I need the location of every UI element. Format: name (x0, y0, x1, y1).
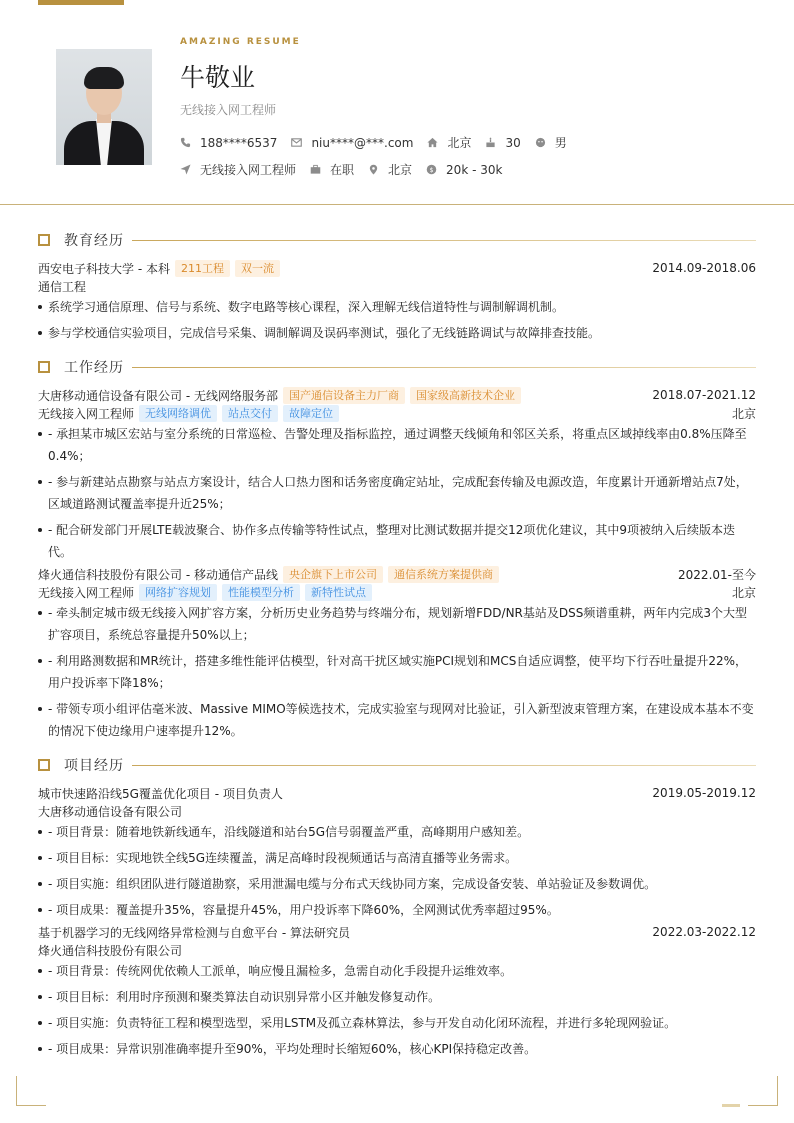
project-bullets (38, 960, 756, 1060)
job-date: 2022.01-至今 (678, 567, 756, 582)
project-heading (38, 754, 756, 776)
project-org-row (38, 802, 756, 820)
major-name: 通信工程 (38, 279, 87, 294)
company-name: 烽火通信科技股份有限公司 - 移动通信产品线 (38, 567, 278, 582)
work-status-text: 在职 (330, 163, 355, 177)
gender-text: 男 (554, 136, 567, 150)
school-name: 西安电子科技大学 - 本科 (38, 261, 170, 276)
job-entry (38, 386, 756, 563)
list-item: - 项目实施：负责特征工程和模型选型，采用LSTM及孤立森林算法，参与开发自动化闭环流程，并进行多轮现网验证。 (38, 1012, 756, 1034)
project-bullets (38, 821, 756, 921)
list-item: - 参与新建站点勘察与站点方案设计，结合人口热力图和话务密度确定站址，完成配套传输及电源改造，年度累计开通新增站点7处，区域道路测试覆盖率提升近25%； (38, 471, 756, 515)
section-square-icon (38, 234, 50, 246)
education-bullets (38, 296, 756, 344)
job-entry (38, 565, 756, 742)
education-title: 教育经历 (64, 233, 124, 249)
list-item: - 项目实施：组织团队进行隧道勘察，采用泄漏电缆与分布式天线协同方案，完成设备安装、单站验证及参数调优。 (38, 873, 756, 895)
resume-body (38, 229, 756, 1072)
gender-icon (535, 137, 546, 148)
education-entry (38, 259, 756, 344)
company-tag: 通信系统方案提供商 (388, 566, 499, 583)
education-section (38, 229, 756, 344)
cake-icon (485, 137, 496, 148)
phone-info (180, 136, 277, 150)
project-section (38, 754, 756, 1060)
mail-icon (291, 137, 302, 148)
briefcase-icon (310, 164, 321, 175)
gender-info (535, 134, 567, 151)
project-name-row (38, 784, 756, 802)
section-rule (132, 367, 756, 368)
list-item: - 项目成果：异常识别准确率提升至90%，平均处理时长缩短60%，核心KPI保持稳定改善。 (38, 1038, 756, 1060)
company-name: 大唐移动通信设备有限公司 - 无线网络服务部 (38, 388, 278, 403)
age-text: 30 (505, 135, 521, 150)
list-item: - 项目成果：覆盖提升35%，容量提升45%，用户投诉率下降60%，全网测试优秀率超过95%。 (38, 899, 756, 921)
contact-info-row (180, 134, 581, 151)
project-name: 城市快速路沿线5G覆盖优化项目 - 项目负责人 (38, 786, 283, 801)
salary-text: 20k - 30k (446, 162, 503, 177)
job-position: 无线接入网工程师 (38, 585, 135, 600)
phone-text: 188****6537 (200, 135, 278, 150)
education-heading (38, 229, 756, 251)
section-square-icon (38, 361, 50, 373)
education-major-row (38, 277, 756, 295)
company-tag: 央企旗下上市公司 (283, 566, 383, 583)
education-date: 2014.09-2018.06 (652, 261, 756, 275)
job-intent-row (180, 161, 516, 178)
list-item: - 承担某市城区宏站与室分系统的日常巡检、告警处理及指标监控，通过调整天线倾角和邻区关系，将重点区域掉线率由0.8%压降至0.4%； (38, 423, 756, 467)
company-tag: 国家级高新技术企业 (410, 387, 521, 404)
list-item: - 配合研发部门开展LTE载波聚合、协作多点传输等特性试点，整理对比测试数据并提交12项优化建议，其中9项被纳入后续版本迭代。 (38, 519, 756, 563)
list-item: - 项目背景：随着地铁新线通车，沿线隧道和站台5G信号弱覆盖严重，高峰期用户感知差。 (38, 821, 756, 843)
bottom-accent-dash (722, 1104, 740, 1107)
list-item: - 带领专项小组评估毫米波、Massive MIMO等候选技术，完成实验室与现网对比验证，引入新型波束管理方案，在建设成本基本不变的情况下使边缘用户速率提升12%。 (38, 698, 756, 742)
photo-hair (84, 67, 124, 89)
section-square-icon (38, 759, 50, 771)
job-city: 北京 (731, 585, 756, 600)
candidate-job-title: 无线接入网工程师 (180, 103, 277, 117)
age-info (485, 136, 520, 150)
intent-city-text: 北京 (388, 163, 413, 177)
hometown-text: 北京 (447, 136, 472, 150)
project-name-row (38, 923, 756, 941)
project-entry (38, 784, 756, 921)
project-org: 烽火通信科技股份有限公司 (38, 943, 183, 958)
work-status-info (310, 161, 354, 178)
job-company-row (38, 386, 756, 404)
work-section (38, 356, 756, 742)
job-bullets (38, 602, 756, 742)
candidate-name: 牛敬业 (180, 63, 256, 92)
section-rule (132, 240, 756, 241)
work-heading (38, 356, 756, 378)
skill-tag: 无线网络调优 (139, 405, 217, 422)
job-position-row (38, 404, 756, 422)
profile-photo (56, 49, 152, 165)
list-item: - 牵头制定城市级无线接入网扩容方案，分析历史业务趋势与终端分布，规划新增FDD/NR基站及DSS频谱重耕，两年内完成3个大型扩容项目，系统总容量提升50%以上； (38, 602, 756, 646)
send-icon (180, 164, 191, 175)
top-accent-bar (38, 0, 124, 5)
list-item: - 项目目标：实现地铁全线5G连续覆盖，满足高峰时段视频通话与高清直播等业务需求。 (38, 847, 756, 869)
phone-icon (180, 137, 191, 148)
hometown-info (427, 134, 471, 151)
salary-icon (426, 164, 437, 175)
project-title: 项目经历 (64, 758, 124, 774)
job-city: 北京 (731, 406, 756, 421)
company-tag: 国产通信设备主力厂商 (283, 387, 405, 404)
education-school-row (38, 259, 756, 277)
list-item: - 利用路测数据和MR统计，搭建多维性能评估模型，针对高干扰区域实施PCI规划和MCS自适应调整，使平均下行吞吐量提升22%，用户投诉率下降18%； (38, 650, 756, 694)
list-item: 参与学校通信实验项目，完成信号采集、调制解调及误码率测试，强化了无线链路调试与故障排查技能。 (38, 322, 756, 344)
project-date: 2019.05-2019.12 (652, 786, 756, 800)
job-position: 无线接入网工程师 (38, 406, 135, 421)
resume-tagline: AMAZING RESUME (180, 37, 301, 47)
location-icon (368, 164, 379, 175)
skill-tag: 性能模型分析 (222, 584, 300, 601)
email-info (291, 136, 413, 150)
bottom-left-corner-ornament (16, 1076, 46, 1106)
school-tag: 211工程 (175, 260, 230, 277)
work-title: 工作经历 (64, 360, 124, 376)
salary-info (426, 163, 502, 177)
email-text: niu****@***.com (311, 135, 414, 150)
project-org-row (38, 941, 756, 959)
job-bullets (38, 423, 756, 563)
job-position-row (38, 583, 756, 601)
skill-tag: 故障定位 (283, 405, 339, 422)
skill-tag: 站点交付 (222, 405, 278, 422)
svg-text:$: $ (429, 165, 434, 174)
intent-city-info (368, 161, 412, 178)
section-rule (132, 765, 756, 766)
home-icon (427, 137, 438, 148)
school-tag: 双一流 (235, 260, 280, 277)
project-entry (38, 923, 756, 1060)
job-date: 2018.07-2021.12 (652, 388, 756, 402)
skill-tag: 网络扩容规划 (139, 584, 217, 601)
header-divider (0, 204, 794, 205)
list-item: - 项目背景：传统网优依赖人工派单，响应慢且漏检多，急需自动化手段提升运维效率。 (38, 960, 756, 982)
job-company-row (38, 565, 756, 583)
project-date: 2022.03-2022.12 (652, 925, 756, 939)
bottom-right-corner-ornament (748, 1076, 778, 1106)
project-name: 基于机器学习的无线网络异常检测与自愈平台 - 算法研究员 (38, 925, 350, 940)
intent-position-text: 无线接入网工程师 (200, 163, 297, 177)
project-org: 大唐移动通信设备有限公司 (38, 804, 183, 819)
list-item: - 项目目标：利用时序预测和聚类算法自动识别异常小区并触发修复动作。 (38, 986, 756, 1008)
skill-tag: 新特性试点 (305, 584, 372, 601)
list-item: 系统学习通信原理、信号与系统、数字电路等核心课程，深入理解无线信道特性与调制解调机制。 (38, 296, 756, 318)
intent-position-info (180, 161, 296, 178)
